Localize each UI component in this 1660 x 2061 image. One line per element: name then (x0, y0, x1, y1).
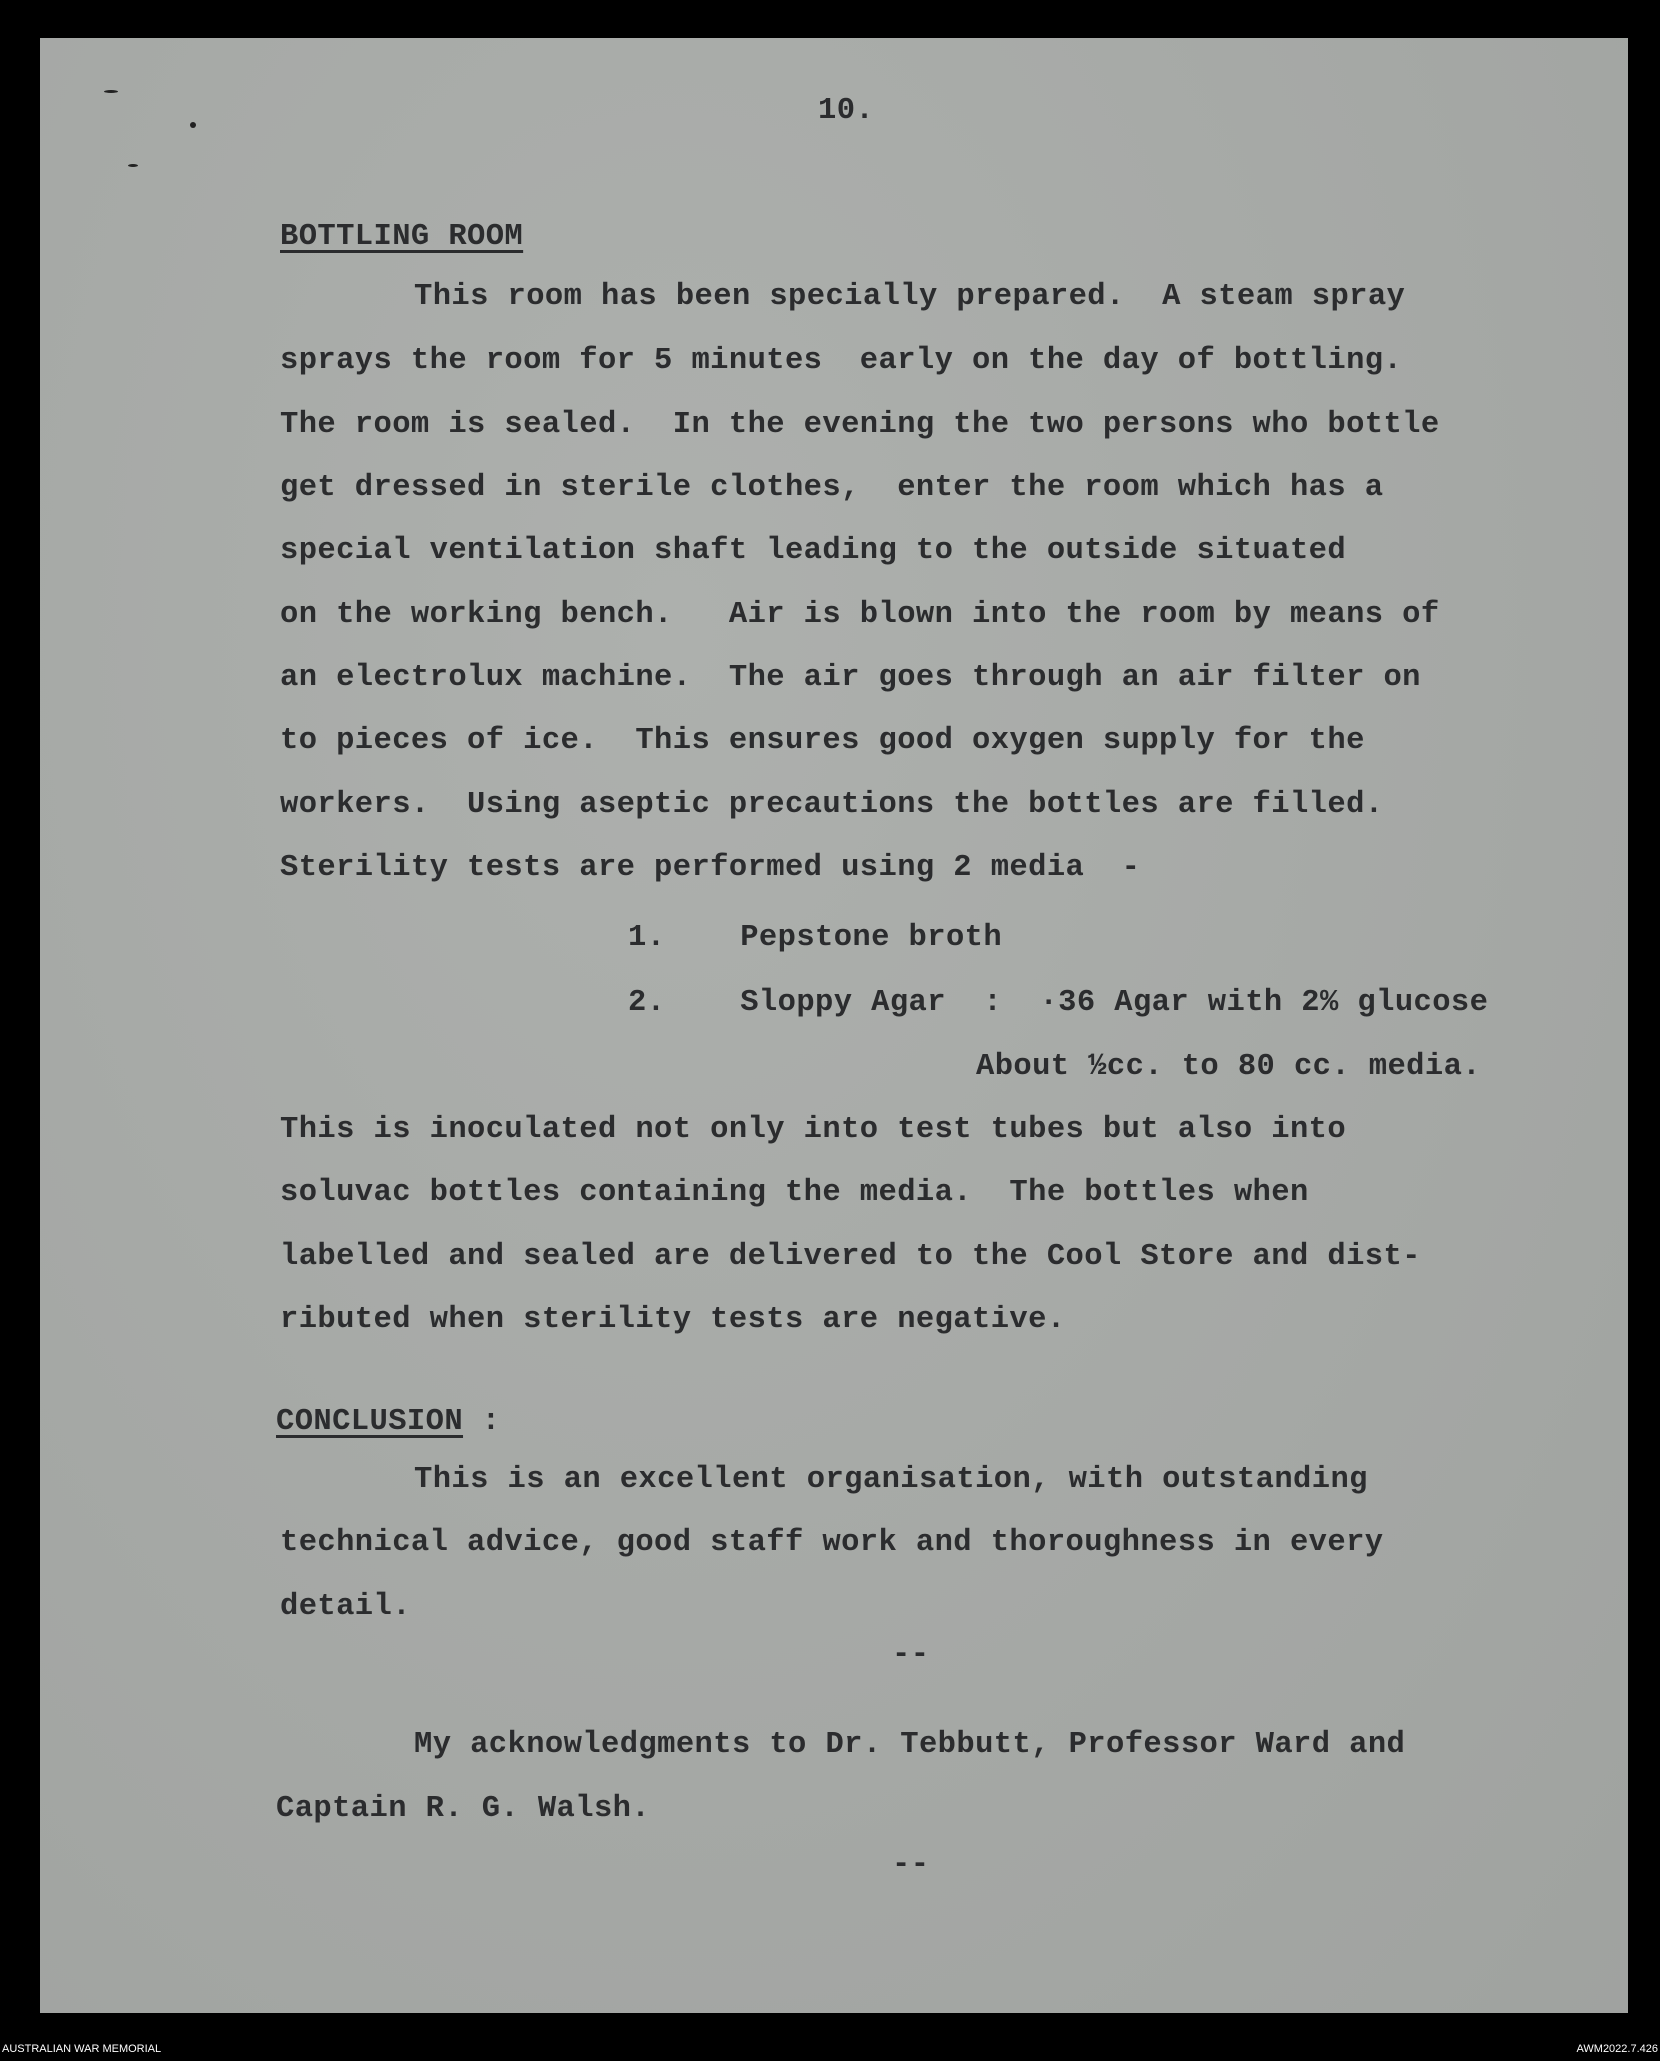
paper-speck (104, 90, 118, 93)
bottling-heading: BOTTLING ROOM (280, 220, 524, 254)
footer-credit: AUSTRALIAN WAR MEMORIAL (2, 2043, 162, 2055)
body-line: get dressed in sterile clothes, enter the room which has a (280, 471, 1384, 505)
body-line: This room has been specially prepared. A steam spray (414, 280, 1406, 314)
body-line: workers. Using aseptic precautions the bottles are filled. (280, 788, 1384, 822)
page-number: 10. (818, 94, 875, 128)
body-line: special ventilation shaft leading to the outside situated (280, 534, 1347, 568)
body-line: on the working bench. Air is blown into the room by means of (280, 598, 1440, 632)
footer-accession: AWM2022.7.426 (1576, 2043, 1658, 2055)
conclusion-heading-text: CONCLUSION (276, 1405, 464, 1439)
media-list-item: 1. Pepstone broth (628, 921, 1003, 955)
media-list-item: 2. Sloppy Agar : ·36 Agar with 2% glucose (628, 986, 1489, 1020)
body-line: detail. (280, 1590, 411, 1624)
conclusion-colon: : (463, 1405, 501, 1439)
body-line: to pieces of ice. This ensures good oxygen supply for the (280, 724, 1365, 758)
conclusion-heading (276, 1407, 500, 1438)
body-line: labelled and sealed are delivered to the Cool Store and dist- (280, 1240, 1421, 1274)
separator: -- (892, 1848, 930, 1882)
body-line: This is an excellent organisation, with outstanding (414, 1463, 1368, 1497)
body-line: sprays the room for 5 minutes early on the day of bottling. (280, 344, 1403, 378)
body-line: Sterility tests are performed using 2 media - (280, 851, 1141, 885)
paper-speck (190, 122, 196, 128)
body-line: The room is sealed. In the evening the two persons who bottle (280, 408, 1440, 442)
body-line: an electrolux machine. The air goes through an air filter on (280, 661, 1421, 695)
paper-speck (128, 164, 138, 167)
media-note: About ½cc. to 80 cc. media. (976, 1050, 1481, 1084)
body-line: ributed when sterility tests are negative. (280, 1303, 1066, 1337)
acknowledgment-line: Captain R. G. Walsh. (276, 1792, 651, 1826)
separator: -- (892, 1638, 930, 1672)
body-line: This is inoculated not only into test tubes but also into (280, 1113, 1347, 1147)
document-page (40, 38, 1628, 2013)
body-line: soluvac bottles containing the media. The bottles when (280, 1176, 1309, 1210)
body-line: technical advice, good staff work and thoroughness in every (280, 1526, 1384, 1560)
acknowledgment-line: My acknowledgments to Dr. Tebbutt, Professor Ward and (414, 1728, 1406, 1762)
